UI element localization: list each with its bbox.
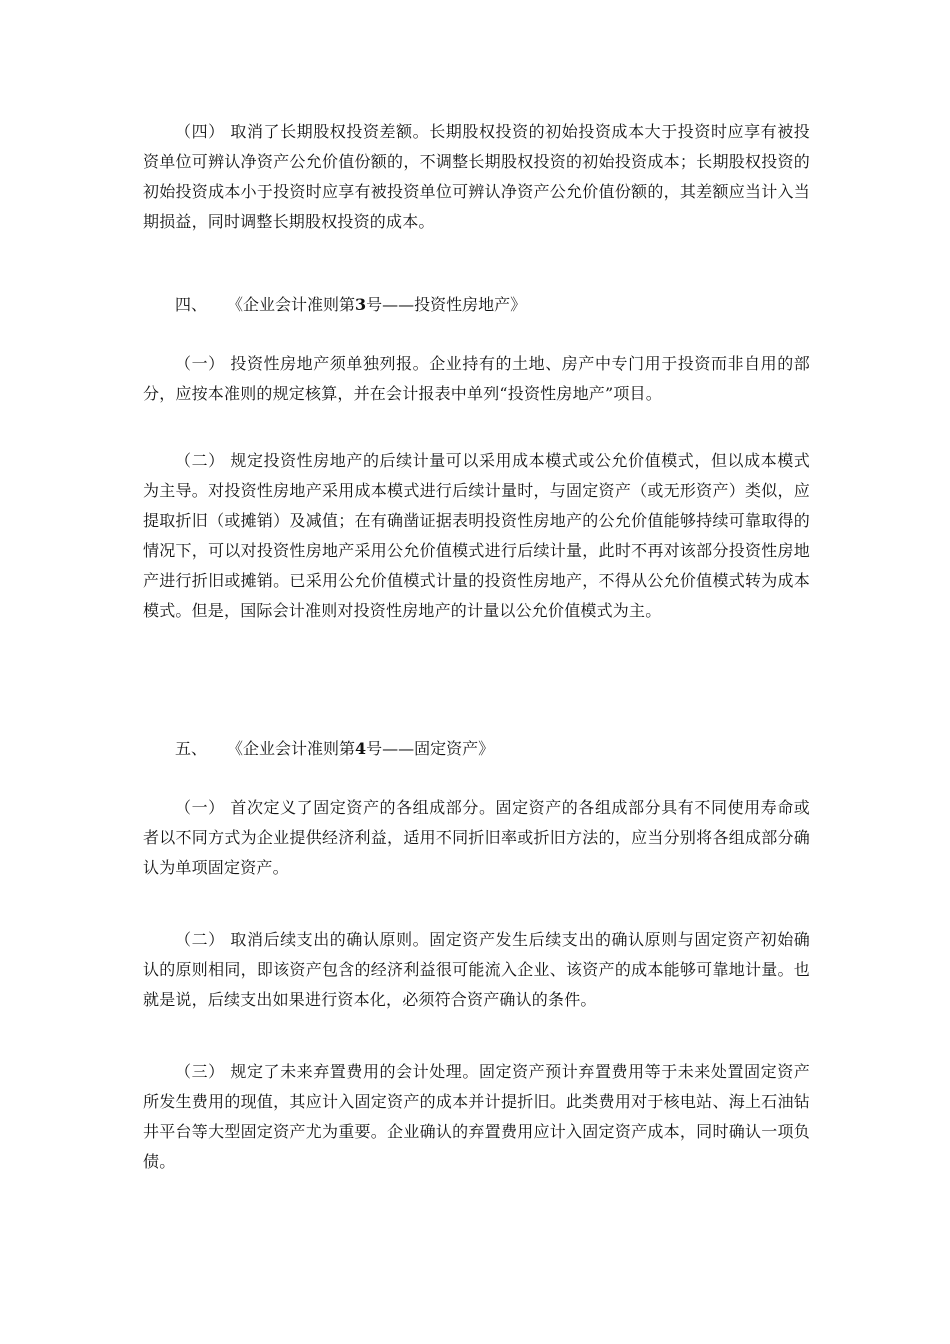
paragraph-equity-investment-difference: （四） 取消了长期股权投资差额。长期股权投资的初始投资成本大于投资时应享有被投资单位可辨认净资产公允价值份额的，不调整长期股权投资的初始投资成本；长期股权投资的初始投资成本小于投资时应享有被投资单位可辨认净资产公允价值份额的，其差额应当计入当期损益，同时调整长期股权投资的成本。 bbox=[143, 122, 810, 231]
section-number: 四、 bbox=[175, 295, 208, 314]
section-number: 五、 bbox=[175, 739, 208, 758]
standard-number: 3 bbox=[355, 295, 367, 314]
paragraph-subsequent-expenditure: （二） 取消后续支出的确认原则。固定资产发生后续支出的确认原则与固定资产初始确认的原则相同，即该资产包含的经济利益很可能流入企业、该资产的成本能够可靠地计量。也就是说，后续支出如果进行资本化，必须符合资产确认的条件。 bbox=[143, 930, 810, 1009]
paragraph-separate-reporting: （一） 投资性房地产须单独列报。企业持有的土地、房产中专门用于投资而非自用的部分，应按本准则的规定核算，并在会计报表中单列“投资性房地产”项目。 bbox=[143, 354, 810, 403]
section-heading-four bbox=[175, 290, 526, 320]
heading-title-suffix: 号——固定资产》 bbox=[366, 739, 495, 758]
heading-title-suffix: 号——投资性房地产》 bbox=[366, 295, 527, 314]
paragraph-component-definition: （一） 首次定义了固定资产的各组成部分。固定资产的各组成部分具有不同使用寿命或者以不同方式为企业提供经济利益，适用不同折旧率或折旧方法的，应当分别将各组成部分确认为单项固定资产。 bbox=[143, 798, 810, 877]
heading-title-prefix: 《企业会计准则第 bbox=[227, 295, 356, 314]
heading-title-prefix: 《企业会计准则第 bbox=[227, 739, 356, 758]
paragraph-subsequent-measurement: （二） 规定投资性房地产的后续计量可以采用成本模式或公允价值模式，但以成本模式为主导。对投资性房地产采用成本模式进行后续计量时，与固定资产（或无形资产）类似，应提取折旧（或摊销）及减值；在有确凿证据表明投资性房地产的公允价值能够持续可靠取得的情况下，可以对投资性房地产采用公允价值模式进行后续计量，此时不再对该部分投资性房地产进行折旧或摊销。已采用公允价值模式计量的投资性房地产，不得从公允价值模式转为成本模式。但是，国际会计准则对投资性房地产的计量以公允价值模式为主。 bbox=[143, 451, 810, 620]
standard-number: 4 bbox=[355, 739, 367, 758]
paragraph-disposal-costs: （三） 规定了未来弃置费用的会计处理。固定资产预计弃置费用等于未来处置固定资产所发生费用的现值，其应计入固定资产的成本并计提折旧。此类费用对于核电站、海上石油钻井平台等大型固定资产尤为重要。企业确认的弃置费用应计入固定资产成本，同时确认一项负债。 bbox=[143, 1062, 810, 1171]
section-heading-five bbox=[175, 734, 494, 764]
